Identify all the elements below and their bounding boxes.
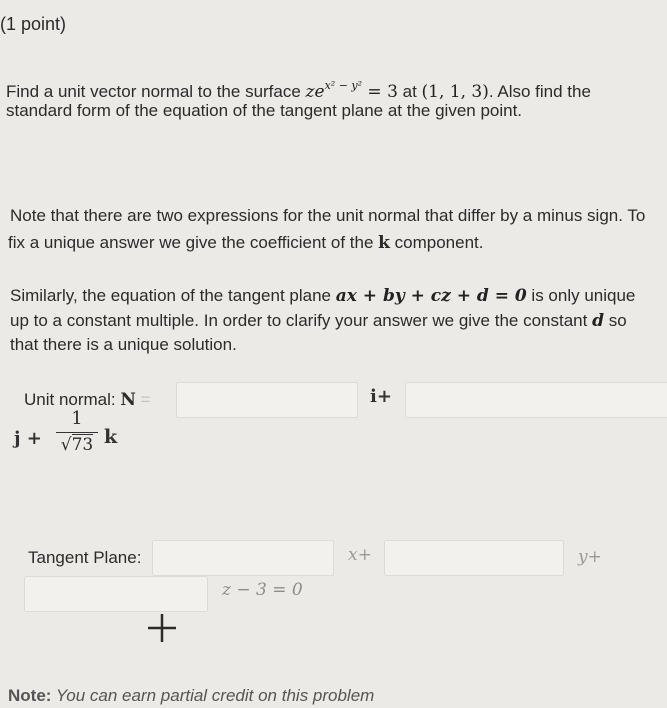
note-unique-normal-line-2: fix a unique answer we give the coefficient of the k component. xyxy=(8,233,484,253)
note-unique-normal-line-1: Note that there are two expressions for the unit normal that differ by a minus sign. To xyxy=(10,206,646,225)
question-line-2: standard form of the equation of the tangent plane at the given point. xyxy=(6,101,523,120)
x-term-label: x+ xyxy=(348,545,372,565)
fraction-bar xyxy=(56,432,98,433)
fraction-denominator: 73 xyxy=(71,435,94,455)
sqrt-icon: √ xyxy=(60,435,72,455)
note-tangent-plane-line-3: that there is a unique solution. xyxy=(10,335,237,354)
tangent-plane-x-input[interactable] xyxy=(152,540,334,576)
fraction-numerator: 1 xyxy=(71,408,83,429)
question-line-1: Find a unit vector normal to the surface $ze^{x^2 - y^2} = 3$ at (1, 1, 3). Also find the xyxy=(6,79,591,102)
unit-normal-label: Unit normal: N = xyxy=(24,390,151,410)
note-tangent-plane-line-2: up to a constant multiple. In order to clarify your answer we give the constant d so xyxy=(10,311,627,331)
unit-normal-i-input[interactable] xyxy=(176,382,358,418)
y-term-label: y+ xyxy=(578,547,602,567)
crosshair-cursor-icon xyxy=(146,612,178,644)
k-coefficient-fraction xyxy=(54,408,100,455)
tangent-plane-z-input[interactable] xyxy=(24,576,208,612)
tangent-plane-y-input[interactable] xyxy=(384,540,564,576)
unit-normal-j-input[interactable] xyxy=(405,382,667,418)
i-component-label: i+ xyxy=(370,386,392,407)
k-component-label: k xyxy=(104,426,118,448)
tangent-plane-label: Tangent Plane: xyxy=(28,548,142,567)
points-label: (1 point) xyxy=(0,14,67,34)
j-component-label: j + xyxy=(14,428,42,449)
note-tangent-plane-line-1: Similarly, the equation of the tangent plane ax + by + cz + d = 0 is only unique xyxy=(10,286,636,306)
partial-credit-note: Note: You can earn partial credit on this problem xyxy=(8,686,375,705)
z-term-label: z − 3 = 0 xyxy=(222,580,303,600)
